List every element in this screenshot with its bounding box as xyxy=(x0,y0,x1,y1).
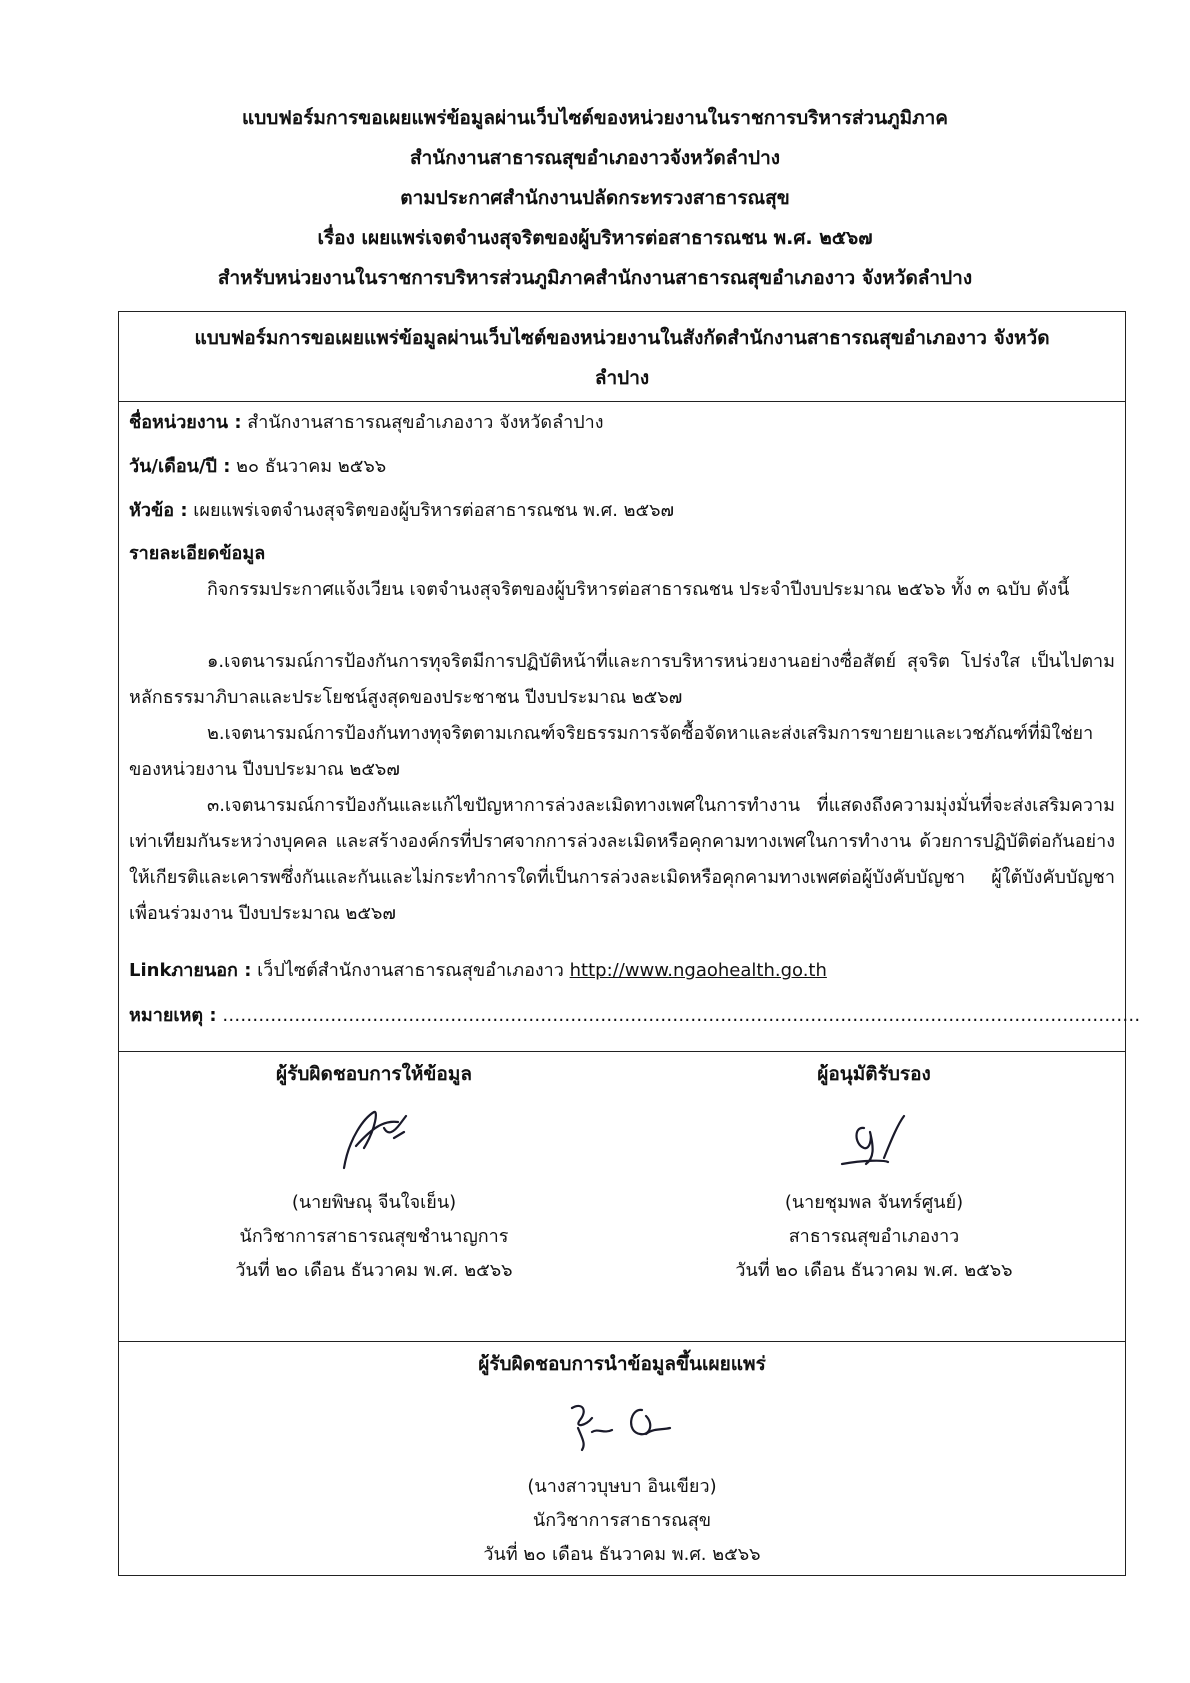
publisher-name: (นางสาวบุษบา อินเขียว) xyxy=(527,1476,717,1497)
approver-role: ผู้อนุมัติรับรอง xyxy=(817,1063,931,1085)
publisher-signature-icon xyxy=(542,1388,702,1462)
provider-date: วันที่ ๒๐ เดือน ธันวาคม พ.ศ. ๒๕๖๖ xyxy=(235,1260,513,1281)
provider-signature-icon xyxy=(314,1098,434,1178)
form-title xyxy=(119,312,1125,402)
agency-row xyxy=(129,409,604,437)
agency-value: สำนักงานสาธารณสุขอำเภองาว จังหวัดลำปาง xyxy=(241,412,604,433)
topic-label: หัวข้อ : xyxy=(129,500,188,521)
paragraph-2 xyxy=(129,716,1115,788)
header-line-3: ตามประกาศสำนักงานปลัดกระทรวงสาธารณสุข xyxy=(400,187,790,209)
link-label: Linkภายนอก : xyxy=(129,960,252,981)
provider-signature xyxy=(139,1094,609,1186)
provider-role: ผู้รับผิดชอบการให้ข้อมูล xyxy=(276,1063,472,1085)
remark-label: หมายเหตุ : xyxy=(129,1005,217,1026)
external-link-row xyxy=(129,957,827,985)
header-line-2: สำนักงานสาธารณสุขอำเภองาวจังหวัดลำปาง xyxy=(409,147,781,169)
header-line-4: เรื่อง เผยแพร่เจตจำนงสุจริตของผู้บริหารต่อสาธารณชน พ.ศ. ๒๕๖๗ xyxy=(317,227,873,249)
details-heading-row xyxy=(129,540,265,568)
approver-date: วันที่ ๒๐ เดือน ธันวาคม พ.ศ. ๒๕๖๖ xyxy=(735,1260,1013,1281)
document-header xyxy=(0,98,1190,298)
header-line-5: สำหรับหน่วยงานในราชการบริหารส่วนภูมิภาคสำนักงานสาธารณสุขอำเภองาว จังหวัดลำปาง xyxy=(217,267,973,289)
approver-signature-icon xyxy=(814,1098,934,1178)
date-label: วัน/เดือน/ปี : xyxy=(129,456,231,477)
paragraph-1-text: ๑.เจตนารมณ์การป้องกันการทุจริตมีการปฏิบัติหน้าที่และการบริหารหน่วยงานอย่างซื่อสัตย์ สุจริต โปร่งใส เป็นไปตามหลักธรรมาภิบาลและประโยชน์สูงสุดของประชาชน ปีงบประมาณ ๒๕๖๗ xyxy=(129,651,1115,708)
paragraph-intro xyxy=(129,572,1115,608)
approver-signature-block xyxy=(639,1052,1109,1288)
form-box xyxy=(118,311,1141,1576)
remark-value: ……………………………………………………………………………………………………………………………………… xyxy=(216,1005,1141,1026)
header-line-1: แบบฟอร์มการขอเผยแพร่ข้อมูลผ่านเว็บไซต์ของหน่วยงานในราชการบริหารส่วนภูมิภาค xyxy=(241,107,949,129)
website-link[interactable]: http://www.ngaohealth.go.th xyxy=(569,960,827,981)
paragraph-3-text: ๓.เจตนารมณ์การป้องกันและแก้ไขปัญหาการล่วงละเมิดทางเพศในการทำงาน ที่แสดงถึงความมุ่งมั่นที่จะส่งเสริมความเท่าเทียมกันระหว่างบุคคล และสร้างองค์กรที่ปราศจากการล่วงละเมิดหรือคุกคามทางเพศในการทำงาน ด้วยการปฏิบัติต่อกันอย่างให้เกียรติและเคารพซึ่งกันและกันและไม่กระทำการใดที่เป็นการล่วงละเมิดหรือคุกคามทางเพศต่อผู้บังคับบัญชา ผู้ใต้บังคับบัญชา เพื่อนร่วมงาน ปีงบประมาณ ๒๕๖๗ xyxy=(129,795,1115,924)
approver-name: (นายชุมพล จันทร์ศูนย์) xyxy=(784,1192,964,1213)
provider-position: นักวิชาการสาธารณสุขชำนาญการ xyxy=(239,1226,509,1247)
paragraph-3 xyxy=(129,788,1115,932)
provider-name: (นายพิษณุ จีนใจเย็น) xyxy=(291,1192,457,1213)
publisher-signature xyxy=(119,1384,1125,1470)
publisher-section xyxy=(119,1342,1125,1575)
paragraph-intro-text: กิจกรรมประกาศแจ้งเวียน เจตจำนงสุจริตของผู้บริหารต่อสาธารณชน ประจำปีงบประมาณ ๒๕๖๖ ทั้ง ๓ ฉบับ ดังนี้ xyxy=(207,579,1070,600)
approver-signature xyxy=(639,1094,1109,1186)
publisher-date: วันที่ ๒๐ เดือน ธันวาคม พ.ศ. ๒๕๖๖ xyxy=(483,1544,761,1565)
paragraph-1 xyxy=(129,644,1115,716)
form-title-line-1: แบบฟอร์มการขอเผยแพร่ข้อมูลผ่านเว็บไซต์ของหน่วยงานในสังกัดสำนักงานสาธารณสุขอำเภองาว จังหวัด xyxy=(194,327,1050,349)
topic-value: เผยแพร่เจตจำนงสุจริตของผู้บริหารต่อสาธารณชน พ.ศ. ๒๕๖๗ xyxy=(187,500,675,521)
paragraph-2-text: ๒.เจตนารมณ์การป้องกันทางทุจริตตามเกณฑ์จริยธรรมการจัดซื้อจัดหาและส่งเสริมการขายยาและเวชภัณฑ์ที่มิใช่ยาของหน่วยงาน ปีงบประมาณ ๒๕๖๗ xyxy=(129,723,1094,780)
provider-signature-block xyxy=(139,1052,609,1288)
date-row xyxy=(129,453,386,481)
topic-row xyxy=(129,497,674,525)
remark-row xyxy=(129,1002,1140,1030)
form-title-line-2: ลำปาง xyxy=(594,367,650,389)
details-label: รายละเอียดข้อมูล xyxy=(129,543,266,564)
details-section xyxy=(119,402,1141,1052)
publisher-position: นักวิชาการสาธารณสุข xyxy=(532,1510,712,1531)
link-description: เว็ปไซต์สำนักงานสาธารณสุขอำเภองาว xyxy=(251,960,570,981)
publisher-role: ผู้รับผิดชอบการนำข้อมูลขึ้นเผยแพร่ xyxy=(478,1353,766,1375)
approver-position: สาธารณสุขอำเภองาว xyxy=(788,1226,960,1247)
approval-section xyxy=(119,1052,1125,1342)
date-value: ๒๐ ธันวาคม ๒๕๖๖ xyxy=(230,456,387,477)
agency-label: ชื่อหน่วยงาน : xyxy=(129,412,242,433)
